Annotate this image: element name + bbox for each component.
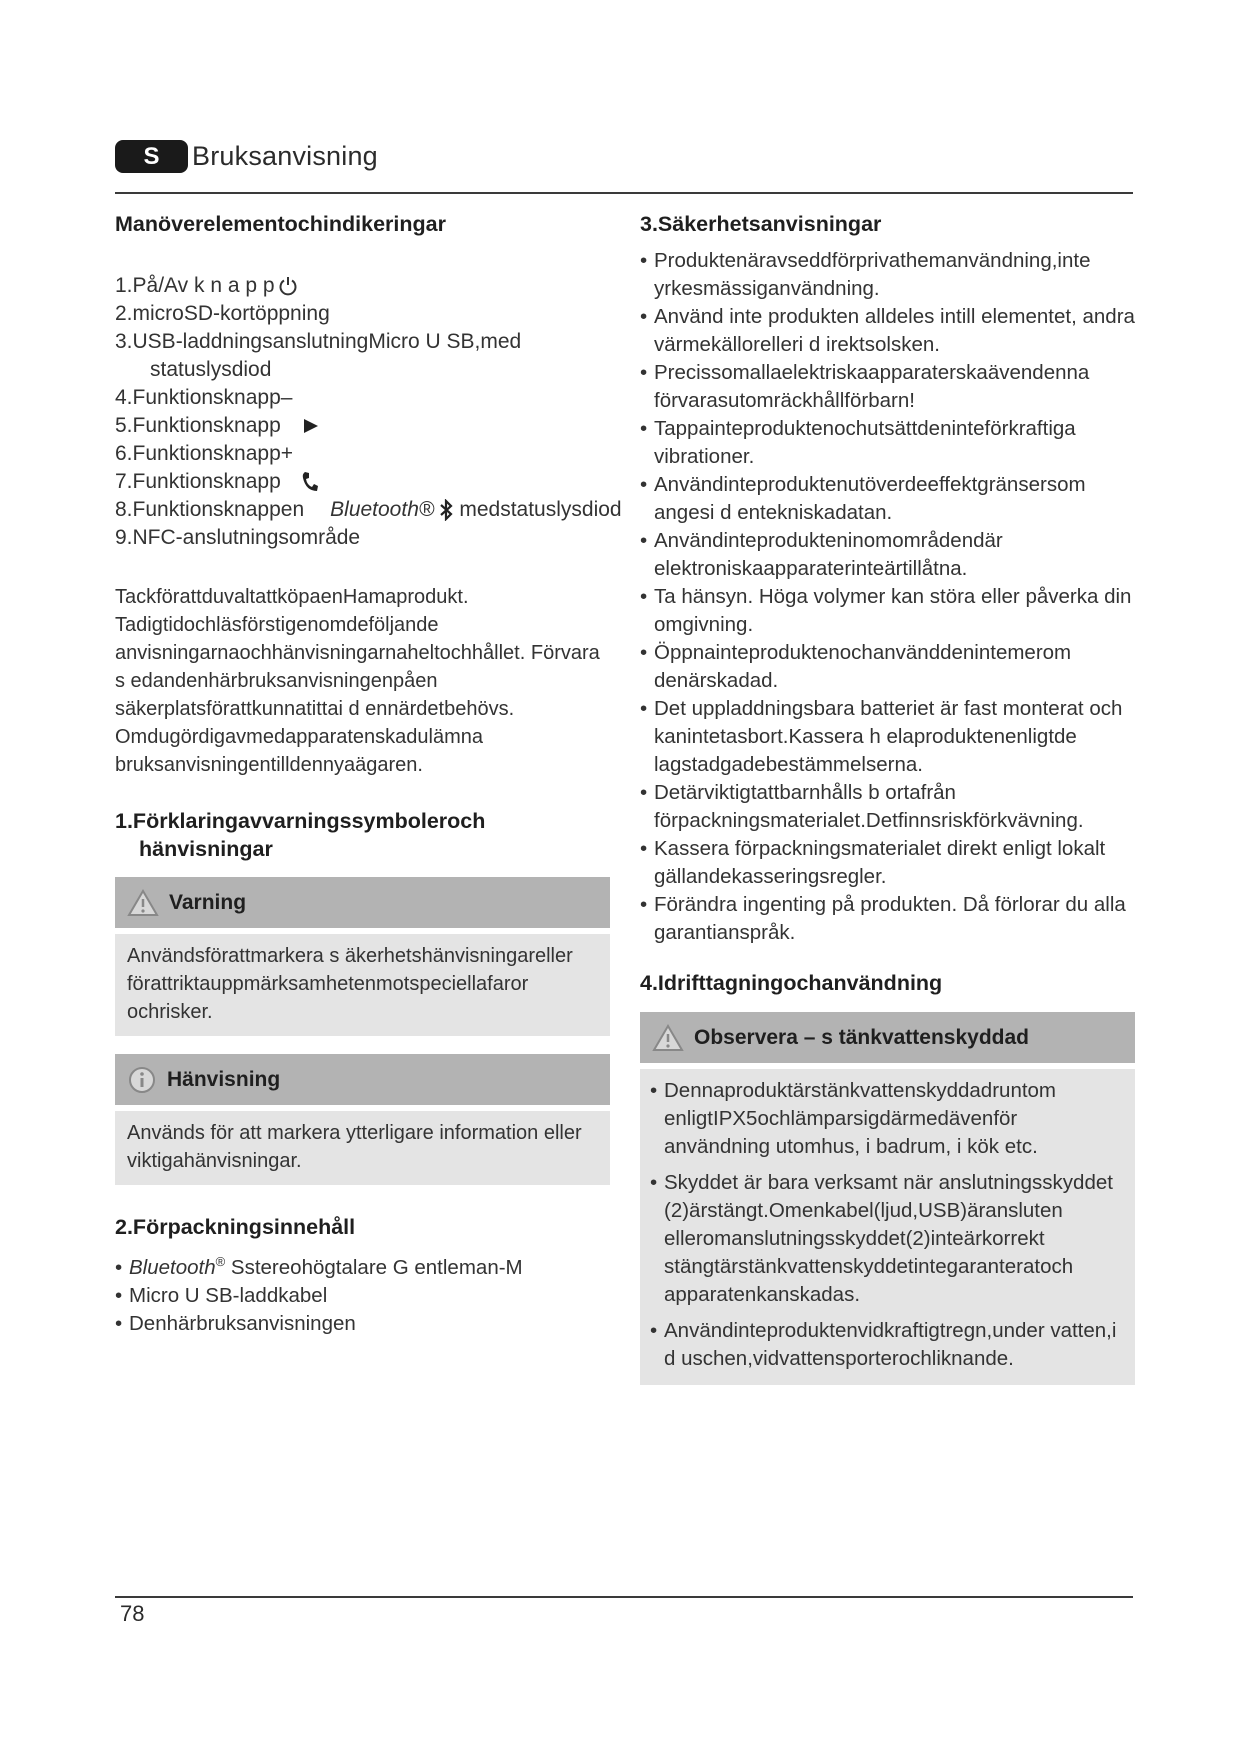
list-item: • Förändra ingenting på produkten. Då förlorar du alla garantianspråk. [640,891,1135,947]
controls-heading: Manöverelementochindikeringar [115,212,446,236]
list-item: 8.Funktionsknappen Bluetooth® medstatuslysdiod [115,498,622,521]
safety-list [640,247,1135,947]
warning-box-header: Varning [115,877,610,928]
observe-list [650,1077,1123,1373]
left-column [115,212,622,1338]
phone-icon [301,471,319,493]
power-icon [277,275,299,297]
list-item: • Tappainteproduktenochutsättdeninteförkraftiga vibrationer. [640,415,1135,471]
list-item: 1.På/Av k n a p p [115,272,610,300]
list-item: • Produktenäravseddförprivathemanvändning,inte yrkesmässiganvändning. [640,247,1135,303]
section-1-heading: 1.Förklaringavvarningssymboleroch hänvisningar [115,809,486,861]
note-box [115,1054,610,1185]
list-item: 9.NFC-anslutningsområde [115,526,361,549]
list-item: 6.Funktionsknapp+ [115,442,294,465]
section-3-heading: 3.Säkerhetsanvisningar [640,212,882,236]
list-item: • Det uppladdningsbara batteriet är fast monterat och kanintetasbort.Kassera h elaproduktenenligtde lagstadgadebestämmelserna. [640,695,1135,779]
bluetooth-icon [439,499,453,521]
list-item: • Ta hänsyn. Höga volymer kan störa eller påverka din omgivning. [640,583,1135,639]
list-item: • Micro U SB-laddkabel [115,1282,610,1310]
page-number: 78 [120,1601,145,1626]
list-item: • Dennaproduktärstänkvattenskyddadruntom enligtIPX5ochlämparsigdärmedävenför användning utomhus, i badrum, i kök etc. [650,1077,1123,1161]
list-item: • Skyddet är bara verksamt när anslutningsskyddet (2)ärstängt.Omenkabel(ljud,USB)äransluten elleromanslutningsskyddet(2)inteärkorrekt stängtärstänkvattenskyddetintegaranteratoch apparatenkanskadas. [650,1169,1123,1309]
section-4-heading: 4.Idrifttagningochanvändning [640,971,943,995]
list-item: • Använd inte produkten alldeles intill elementet, andra värmekällorelleri d irektsolsken. [640,303,1135,359]
list-item: 7.Funktionsknapp [115,468,610,496]
header-divider [115,192,1133,194]
note-box-header: Hänvisning [115,1054,610,1105]
play-icon [303,418,319,434]
list-item: • Kassera förpackningsmaterialet direkt enligt lokalt gällandekasseringsregler. [640,835,1135,891]
info-icon [127,1065,157,1095]
warning-icon [652,1024,684,1052]
observe-box [640,1012,1135,1385]
language-tag: S [115,140,188,173]
list-item: 2.microSD-kortöppning [115,302,330,325]
list-item: • Denhärbruksanvisningen [115,1310,610,1338]
list-item: 5.Funktionsknapp [115,412,610,440]
warning-icon [127,889,159,917]
list-item: • Bluetooth® Sstereohögtalare G entleman-M [115,1248,610,1282]
list-item: • Precissomallaelektriskaapparaterskaävendenna förvarasutomräckhållförbarn! [640,359,1135,415]
controls-list [115,272,622,552]
list-item: • Användinteproduktenvidkraftigtregn,under vatten,i d uschen,vidvattensporterochliknande. [650,1317,1123,1373]
page-header [115,140,378,173]
list-item: • Detärviktigtattbarnhålls b ortafrån förpackningsmaterialet.Detfinnsriskförkvävning. [640,779,1135,835]
note-box-body: Används för att markera ytterligare information eller viktigahänvisningar. [115,1111,610,1185]
warning-box [115,877,610,1036]
right-column [640,212,1135,1385]
intro-paragraph: TackförattduvaltattköpaenHamaprodukt. Tadigtidochläsförstigenomdeföljande anvisningarnaochhänvisningarnaheltochhållet. Förvara s edandenhärbruksanvisningenpåen säkerplatsförattkunnatittai d ennärdetbehövs. Omdugördigavmedapparatenskadulämna bruksanvisningentilldennyaägaren. [115,586,600,776]
page-title: Bruksanvisning [192,141,378,171]
warning-box-body: Användsförattmarkera s äkerhetshänvisningareller förattriktauppmärksamhetenmotspeciellafaror ochrisker. [115,934,610,1036]
list-item: • Öppnainteproduktenochanvänddenintemerom denärskadad. [640,639,1135,695]
observe-box-body [640,1069,1135,1385]
observe-box-header: Observera – s tänkvattenskyddad [640,1012,1135,1063]
list-item: 3.USB-laddningsanslutningMicro U SB,med statuslysdiod [115,330,522,381]
list-item: 4.Funktionsknapp– [115,386,293,409]
list-item: • Användinteprodukteninomområdendär elektroniskaapparaterinteärtillåtna. [640,527,1135,583]
package-list [115,1248,610,1338]
list-item: • Användinteproduktenutöverdeeffektgränsersom angesi d entekniskadatan. [640,471,1135,527]
footer-divider [115,1596,1133,1598]
section-2-heading: 2.Förpackningsinnehåll [115,1215,356,1239]
